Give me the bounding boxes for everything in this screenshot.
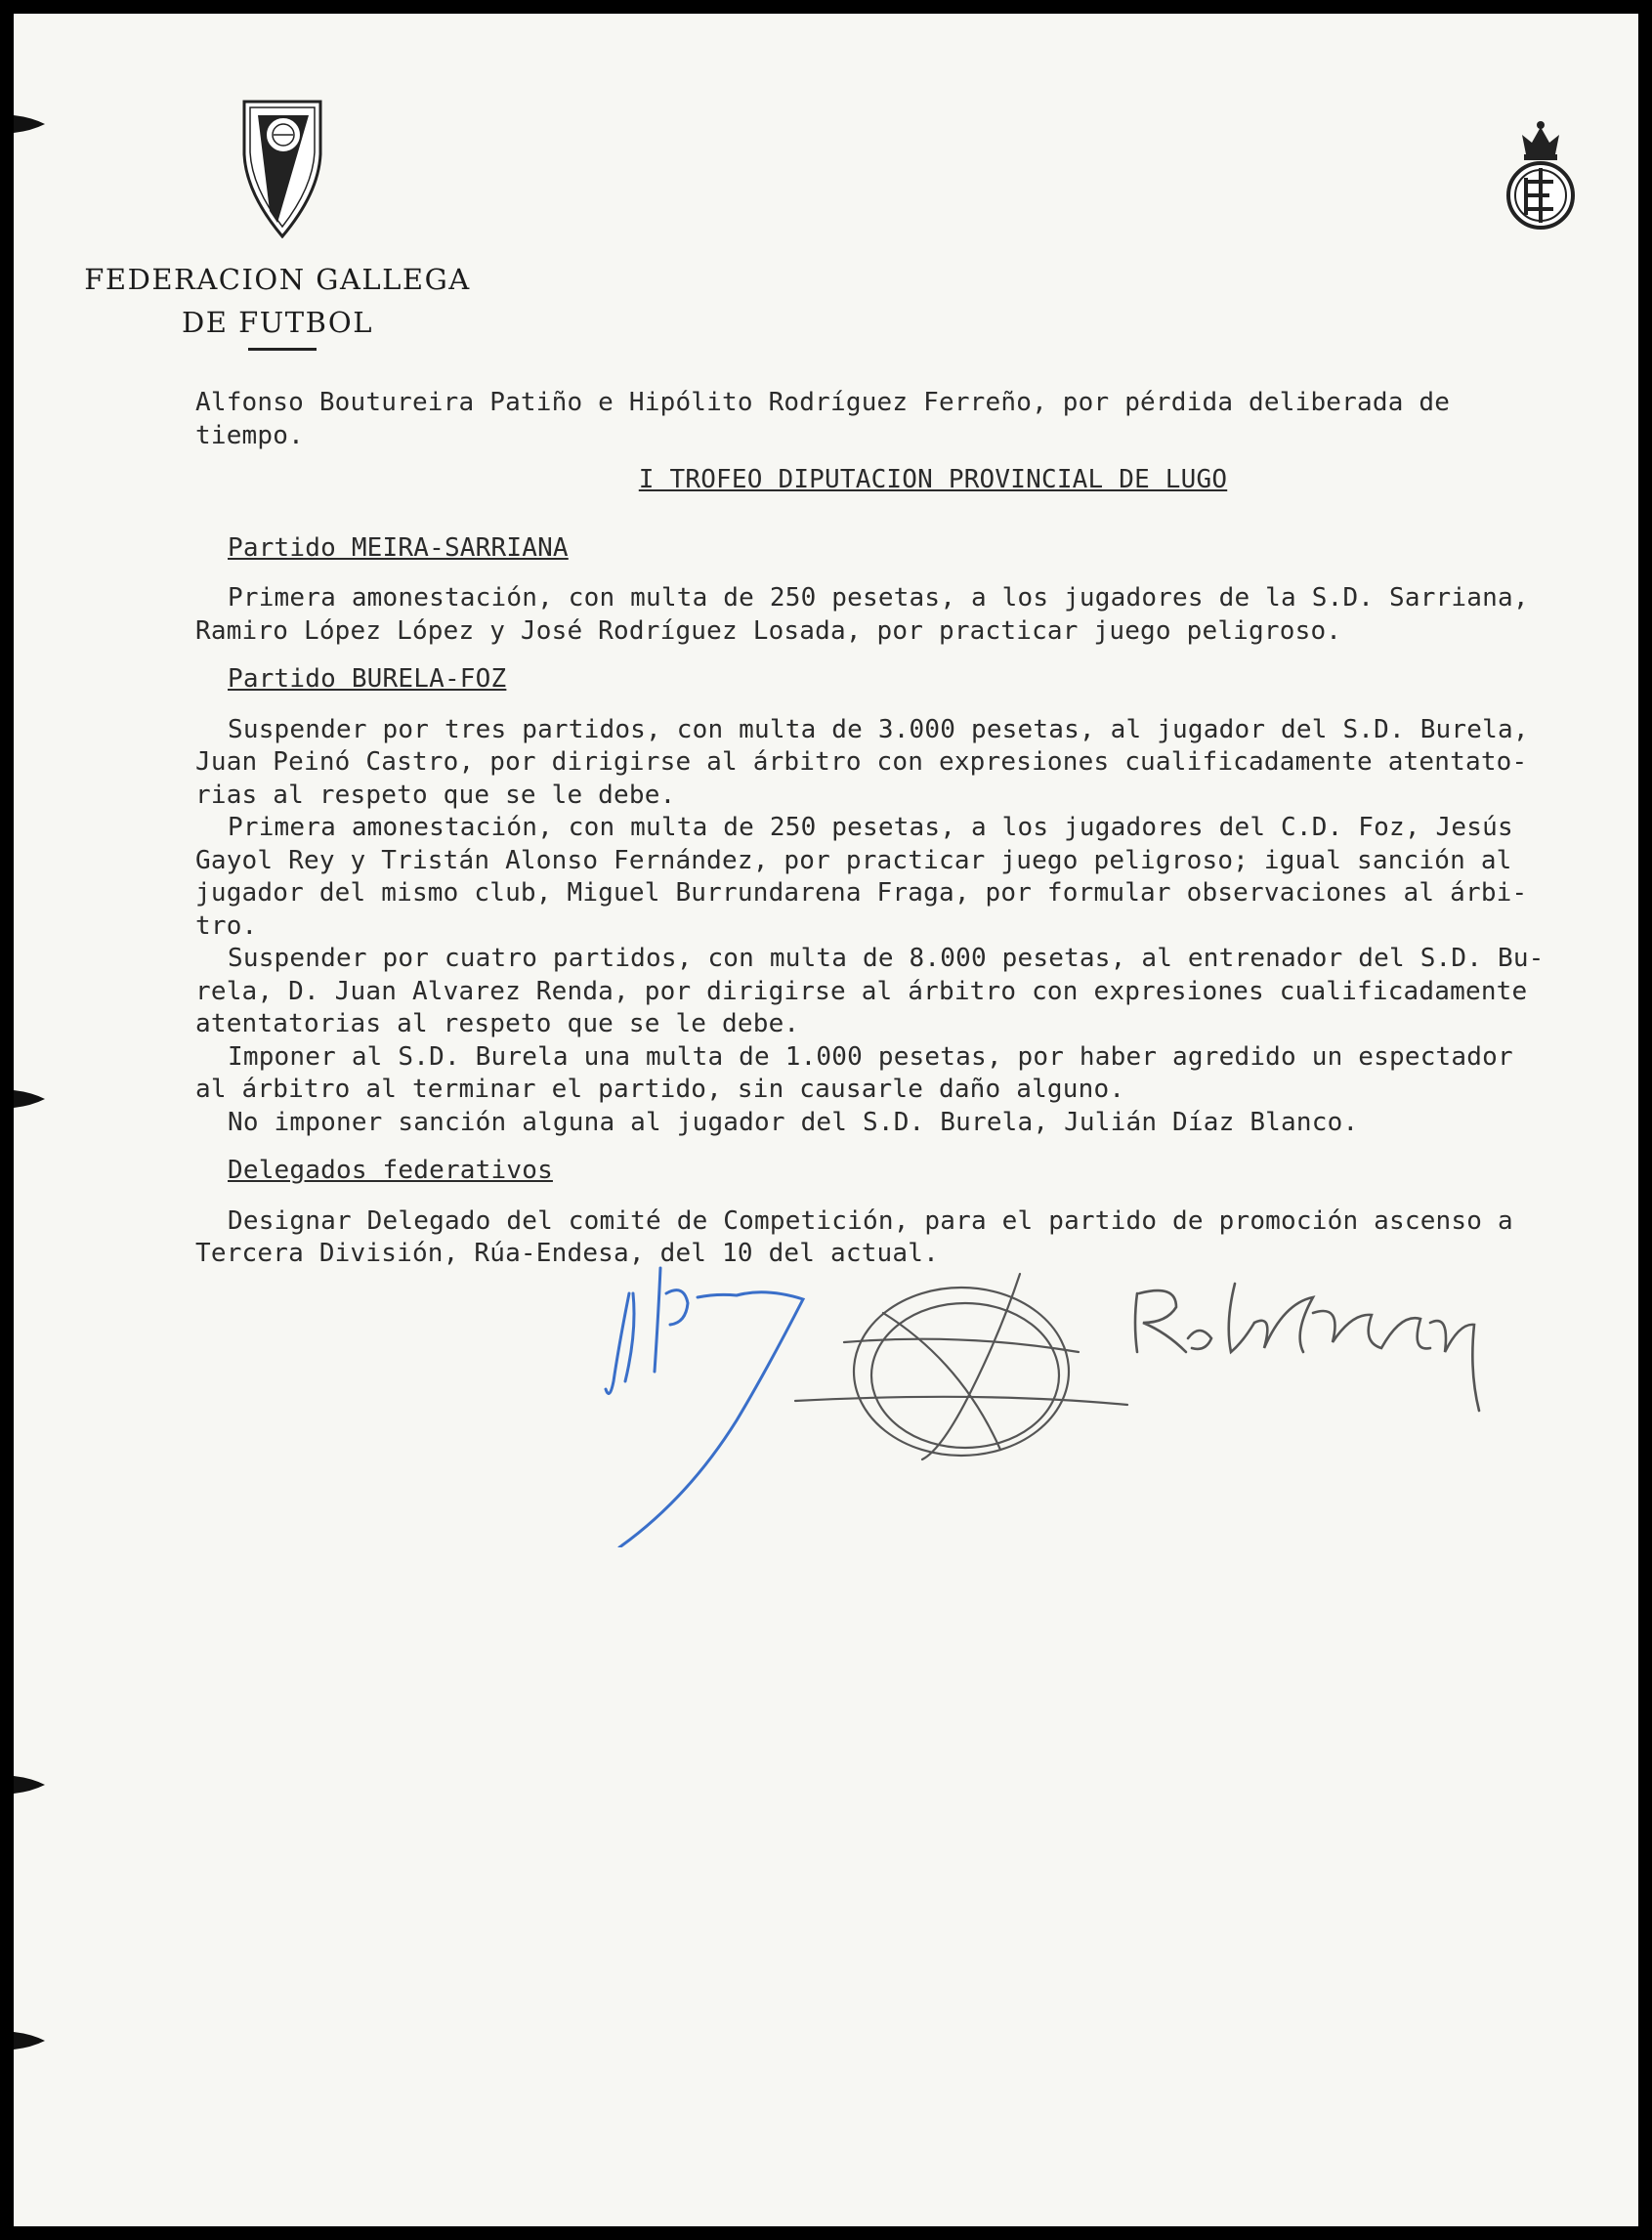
rfef-crowned-crest-icon [1503,119,1579,232]
paragraph-line: Primera amonestación, con multa de 250 pesetas, a los jugadores de la S.D. Sarriana, [228,583,1529,613]
paragraph [195,1041,1602,1107]
paragraph-line: No imponer sanción alguna al jugador del S.D. Burela, Julián Díaz Blanco. [228,1107,1359,1137]
intro-line: Alfonso Boutureira Patiño e Hipólito Rodríguez Ferreño, por pérdida deliberada de [195,388,1451,417]
federacion-gallega-shield-icon [240,96,324,238]
paragraph [195,943,1602,1041]
paragraph-line: Primera amonestación, con multa de 250 pesetas, a los jugadores del C.D. Foz, Jesús [228,813,1513,842]
handwritten-signatures [590,1254,1518,1547]
paragraph-line: Gayol Rey y Tristán Alonso Fernández, por practicar juego peligroso; igual sanción al [195,845,1512,875]
document-title: I TROFEO DIPUTACION PROVINCIAL DE LUGO [638,465,1228,494]
paragraph-line: Imponer al S.D. Burela una multa de 1.000 pesetas, por haber agredido un espectador [228,1041,1513,1072]
paragraph-line: Suspender por tres partidos, con multa de 3.000 pesetas, al jugador del S.D. Burela, [228,714,1529,744]
sections-container [195,532,1602,1271]
organization-name-line2: DE FUTBOL [182,306,373,339]
section-heading: Delegados federativos [228,1156,553,1185]
paragraph-line: rela, D. Juan Alvarez Renda, por dirigirse al árbitro con expresiones cualificadamente [195,976,1528,1006]
binder-hole-mark [14,111,49,137]
organization-name [72,258,483,344]
paragraph-line: Tercera División, Rúa-Endesa, del 10 del actual. [195,1239,939,1268]
section-heading: Partido BURELA-FOZ [228,664,507,694]
paragraph-line: atentatorias al respeto que se le debe. [195,1009,800,1038]
blue-ink-signature [606,1268,803,1547]
organization-name-line1: FEDERACION GALLEGA [84,263,471,296]
document-page [14,14,1638,2226]
paragraph [195,812,1602,943]
intro-line: tiempo. [195,420,304,450]
paragraph-line: tro. [195,910,258,941]
signatures-area [590,1254,1518,1547]
section-heading: Partido MEIRA-SARRIANA [228,532,569,563]
section-content [195,714,1602,1140]
binder-hole-mark [14,2028,49,2053]
binder-hole-mark [14,1086,49,1112]
paragraph-line: jugador del mismo club, Miguel Burrundarena Fraga, por formular observaciones al árbi- [195,878,1528,908]
paragraph-line: Designar Delegado del comité de Competición, para el partido de promoción ascenso a [228,1205,1513,1236]
paragraph [195,1107,1602,1140]
paragraph [195,582,1602,648]
section-content [195,582,1602,648]
paragraph-line: rias al respeto que se le debe. [195,780,676,810]
paragraph-line: Ramiro López López y José Rodríguez Losada, por practicar juego peligroso. [195,615,1342,646]
letterhead-divider [248,348,317,351]
pencil-signature-cursive [1135,1284,1479,1411]
pencil-signature-circle [795,1274,1127,1459]
paragraph [195,714,1602,813]
paragraph-line: al árbitro al terminar el partido, sin causarle daño alguno. [195,1075,1125,1104]
paragraph-line: Juan Peinó Castro, por dirigirse al árbitro con expresiones cualificadamente atentato- [195,747,1528,777]
document-body [195,387,1602,1287]
binder-hole-mark [14,1772,49,1797]
paragraph-line: Suspender por cuatro partidos, con multa de 8.000 pesetas, al entrenador del S.D. Bu- [228,944,1545,973]
